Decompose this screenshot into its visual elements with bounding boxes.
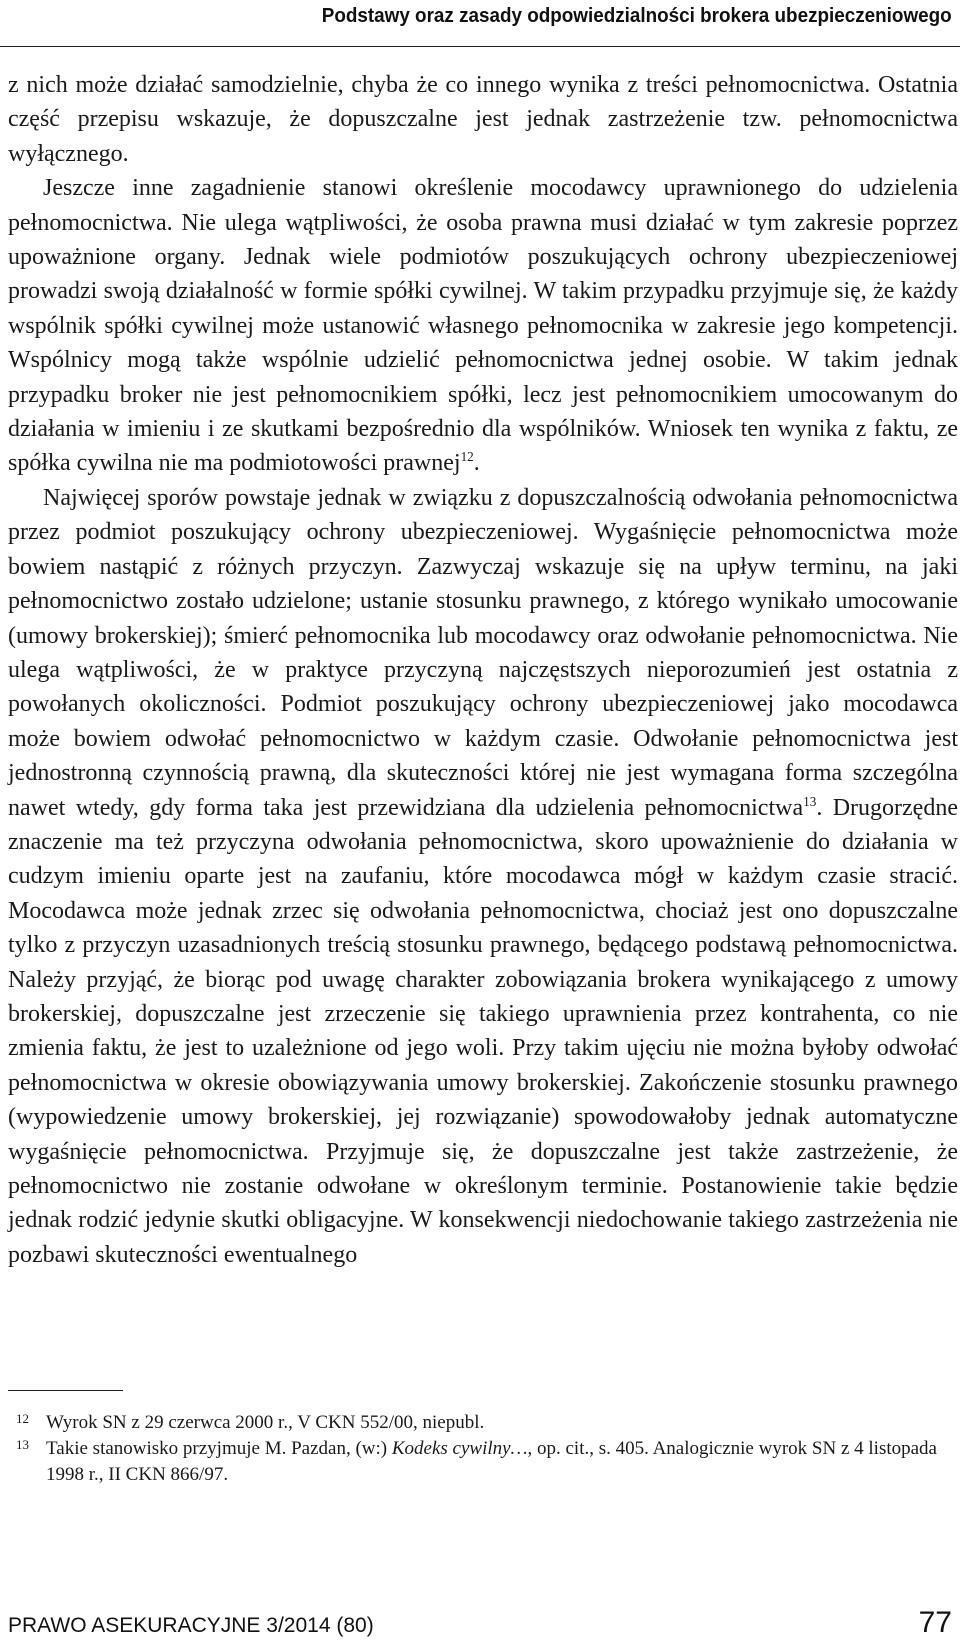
paragraph-3-text-a: Najwięcej sporów powstaje jednak w związku z dopuszczalnością odwołania pełnomocnictwa przez podmiot poszukujący ochrony ubezpieczeniowej. Wygaśnięcie pełnomocnictwa może bowiem nastąpić z różnych przyczyn. Zazwyczaj wskazuje się na upływ terminu, na jaki pełnomocnictwo zostało udzielone; ustanie stosunku prawnego, z którego wynikało umocowanie (umowy brokerskiej); śmierć pełnomocnika lub mocodawcy oraz odwołanie pełnomocnictwa. Nie ulega wątpliwości, że w praktyce przyczyną najczęstszych nieporozumień jest ostatnia z powołanych okoliczności. Podmiot poszukujący ochrony ubezpieczeniowej jako mocodawca może bowiem odwołać pełnomocnictwo w każdym czasie. Odwołanie pełnomocnictwa jest jednostronną czynnością prawną, dla skuteczności której nie jest wymagana forma szczególna nawet wtedy, gdy forma taka jest przewidziana dla udzielenia pełnomocnictwa <box>8 484 958 821</box>
footnote-ref-12[interactable]: 12 <box>460 449 474 465</box>
footnotes <box>8 1410 948 1488</box>
paragraph-1 <box>8 68 958 171</box>
footnote-separator <box>8 1390 123 1391</box>
paragraph-3 <box>8 481 958 1272</box>
footnote-13-cited-title: Kodeks cywilny… <box>391 1438 528 1459</box>
article-body <box>8 68 958 1272</box>
footnote-12-number: 12 <box>16 1411 29 1426</box>
footnote-13-number: 13 <box>16 1437 29 1452</box>
journal-footer: PRAWO ASEKURACYJNE 3/2014 (80) <box>8 1614 374 1637</box>
footnote-13-text-pre: Takie stanowisko przyjmuje M. Pazdan, (w:) <box>46 1438 392 1459</box>
footnote-12-text: Wyrok SN z 29 czerwca 2000 r., V CKN 552/00, niepubl. <box>46 1412 485 1433</box>
running-title: Podstawy oraz zasady odpowiedzialności brokera ubezpieczeniowego <box>322 4 952 27</box>
page-number: 77 <box>918 1606 952 1639</box>
paragraph-2-text: Jeszcze inne zagadnienie stanowi określenie mocodawcy uprawnionego do udzielenia pełnomocnictwa. Nie ulega wątpliwości, że osoba prawna musi działać w tym zakresie poprzez upoważnione organy. Jednak wiele podmiotów poszukujących ochrony ubezpieczeniowej prowadzi swoją działalność w formie spółki cywilnej. W takim przypadku przyjmuje się, że każdy wspólnik spółki cywilnej może ustanowić własnego pełnomocnika w zakresie jego kompetencji. Wspólnicy mogą także wspólnie udzielić pełnomocnictwa jednej osobie. W takim jednak przypadku broker nie jest pełnomocnikiem spółki, lecz jest pełnomocnikiem umocowanym do działania w imieniu i ze skutkami bezpośrednio dla wspólników. Wniosek ten wynika z faktu, ze spółka cywilna nie ma podmiotowości prawnej <box>8 175 958 477</box>
running-header <box>0 0 960 47</box>
footnote-12 <box>8 1410 948 1436</box>
paragraph-3-text-b: . Drugorzędne znaczenie ma też przyczyna odwołania pełnomocnictwa, skoro upoważnienie do działania w cudzym imieniu oparte jest na zaufaniu, które mocodawca mógł w każdym czasie stracić. Mocodawca może jednak zrzec się odwołania pełnomocnictwa, chociaż jest ono dopuszczalne tylko z przyczyn uzasadnionych treścią stosunku prawnego, będącego podstawą pełnomocnictwa. Należy przyjąć, że biorąc pod uwagę charakter zobowiązania brokera wynikającego z umowy brokerskiej, dopuszczalne jest zrzeczenie się takiego uprawnienia przez kontrahenta, co nie zmienia faktu, że jest to uzależnione od jego woli. Przy takim ujęciu nie można byłoby odwołać pełnomocnictwa w okresie obowiązywania umowy brokerskiej. Zakończenie stosunku prawnego (wypowiedzenie umowy brokerskiej, jej rozwiązanie) spowodowałoby jednak automatyczne wygaśnięcie pełnomocnictwa. Przyjmuje się, że dopuszczalne jest także zastrzeżenie, że pełnomocnictwo nie zostanie odwołane w określonym terminie. Postanowienie takie będzie jednak rodzić jedynie skutki obligacyjne. W konsekwencji niedochowanie takiego zastrzeżenia nie pozbawi skuteczności ewentualnego <box>8 794 958 1268</box>
paragraph-2 <box>8 171 958 481</box>
footnote-ref-13[interactable]: 13 <box>803 793 817 809</box>
footnote-13-text-post: , op. cit., s. 405. Analogicznie wyrok SN z 4 listopada 1998 r., II CKN 866/97. <box>46 1438 937 1485</box>
paragraph-1-text: z nich może działać samodzielnie, chyba że co innego wynika z treści pełnomocnictwa. Ostatnia część przepisu wskazuje, że dopuszczalne jest jednak zastrzeżenie tzw. pełnomocnictwa wyłącznego. <box>8 72 958 167</box>
paragraph-2-end: . <box>473 450 480 477</box>
footnote-13 <box>8 1436 948 1488</box>
